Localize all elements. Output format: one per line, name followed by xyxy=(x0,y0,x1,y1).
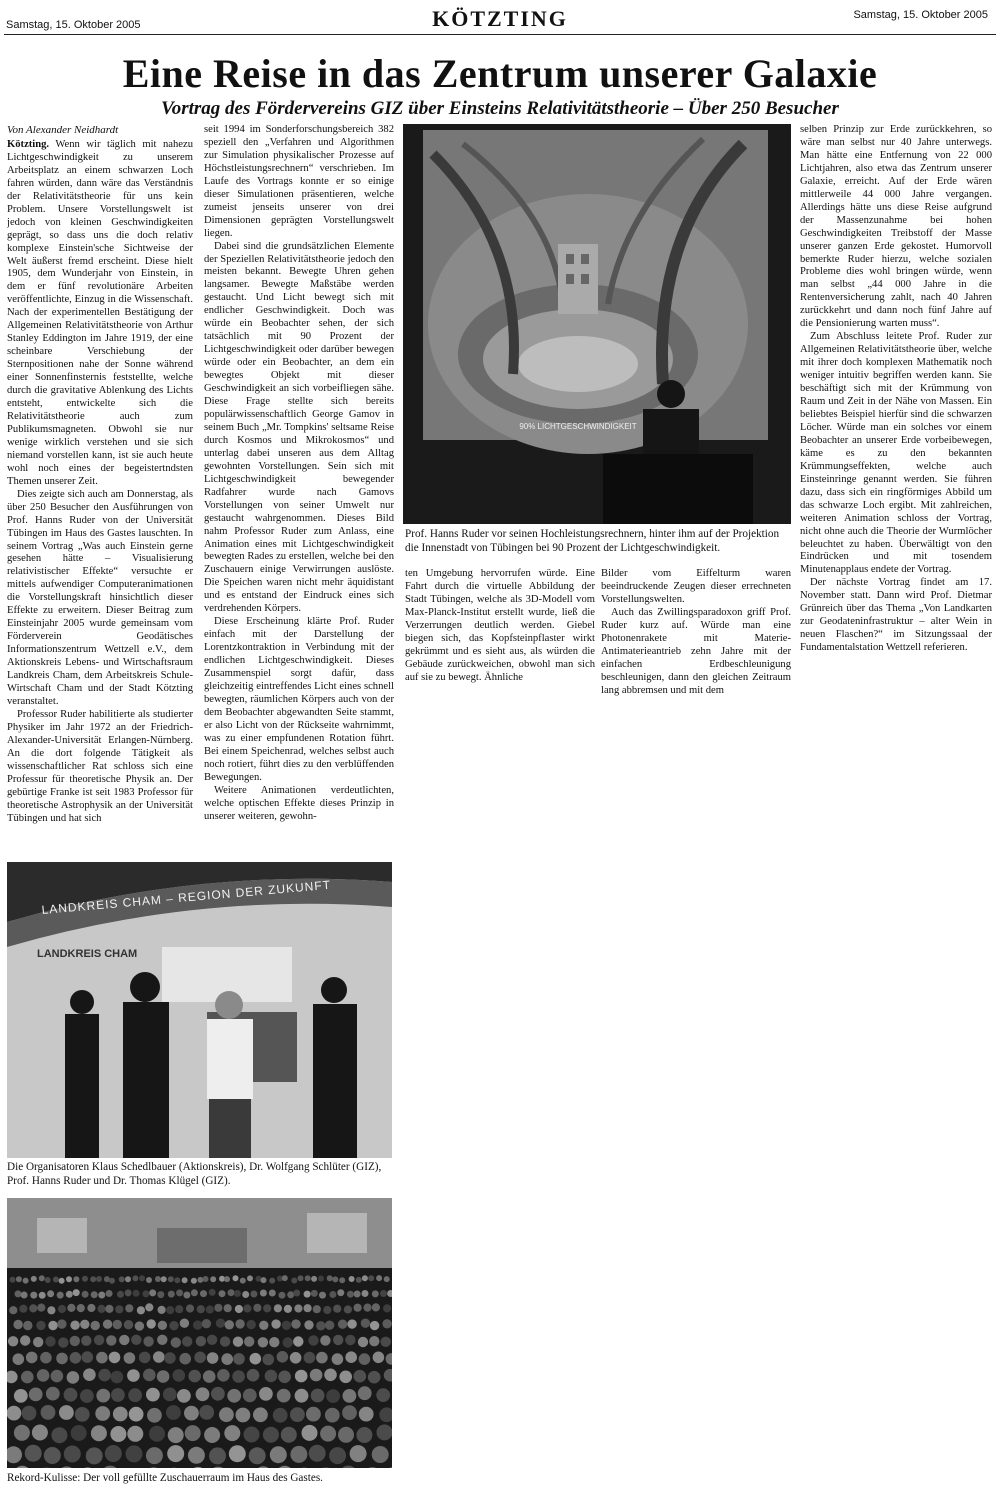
article-column-5 xyxy=(800,124,992,724)
paragraph: ten Umgebung hervorrufen würde. Eine Fahrt durch die virtuelle Abbildung der Stadt Tübingen, welche als 3D-Modell vom Max-Planck-Institut erstellt wurde, ließ die Verzerrungen deutlich werden. Giebel biegen sich, das Kopfsteinpflaster wirkt gekrümmt und es sieht aus, als würden die Gebäude zurückweichen, obwohl man sich auf sie zu bewegt. Ähnliche xyxy=(405,568,595,683)
header-date-right: Samstag, 15. Oktober 2005 xyxy=(853,9,988,21)
caption-audience: Rekord-Kulisse: Der voll gefüllte Zuschauerraum im Haus des Gastes. xyxy=(7,1472,323,1484)
header-date-left: Samstag, 15. Oktober 2005 xyxy=(6,19,141,31)
byline: Von Alexander Neidhardt xyxy=(7,124,119,136)
page-header xyxy=(0,0,1000,40)
caption-speakers: Die Organisatoren Klaus Schedlbauer (Aktionskreis), Dr. Wolfgang Schlüter (GIZ), Prof. Hanns Ruder und Dr. Thomas Klügel (GIZ). xyxy=(7,1161,382,1187)
article-column-3 xyxy=(405,568,595,718)
paragraph: Professor Ruder habilitierte als studierter Physiker im Jahr 1972 an der Friedrich-Alexander-Universität Erlangen-Nürnberg. An die dort folgende Tätigkeit als wissenschaftlicher Rat schloss sich eine Professur für theoretische Physik an. Der gebürtige Franke ist seit 1983 Professor für theoretische Astrophysik an der Universität Tübingen und hat sich xyxy=(7,708,193,824)
screen-label: 90% LICHTGESCHWINDIGKEIT xyxy=(519,422,637,431)
paragraph: seit 1994 im Sonderforschungsbereich 382 speziell den „Verfahren und Algorithmen zur Simulation physikalischer Prozesse auf Höchstleistungsrechnern“ verschrieben. Im Laufe des Vortrags konnte er so einige dieser Simulationen präsentieren, welche zumeist jenseits unserer von drei Dimensionen geprägten Vorstellungswelt liegen. xyxy=(204,124,394,239)
paragraph: Der nächste Vortrag findet am 17. November statt. Dann wird Prof. Dietmar Grünreich über das Thema „Von Landkarten zur Geodateninfrastruktur – alter Wein in neuen Flaschen?“ im Sitzungssaal der Fundamentalstation Wettzell referieren. xyxy=(800,577,992,654)
photo-projection xyxy=(403,124,791,524)
paragraph: Bilder vom Eiffelturm waren beeindruckende Zeugen dieser errechneten Vorstellungswelten. xyxy=(601,568,791,605)
dateline: Kötzting. xyxy=(7,138,50,150)
paragraph xyxy=(7,139,193,489)
article-column-4 xyxy=(601,568,791,718)
paragraph: Auch das Zwillingsparadoxon griff Prof. Ruder kurz auf. Würde man eine Photonenrakete mit Materie-Antimaterieantrieb zehn Jahre mit der einfachen Erdbeschleunigung beschleunigen, dann den gleichen Zeitraum lang abbremsen und mit dem xyxy=(601,606,791,696)
caption-projection: Prof. Hanns Ruder vor seinen Hochleistungsrechnern, hinter ihm auf der Projektion die Innenstadt von Tübingen bei 90 Prozent der Lichtgeschwindigkeit. xyxy=(405,528,780,554)
article-column-2 xyxy=(204,124,394,854)
logo-text: LANDKREIS CHAM xyxy=(37,948,138,960)
audience-illustration xyxy=(7,1198,392,1468)
paragraph: selben Prinzip zur Erde zurückkehren, so wäre man selbst nur 40 Jahre unterwegs. Man hätte eine Entfernung von 22 000 Lichtjahren, also etwa das Zentrum unserer Galaxie, erreicht. Auf der Erde wären mittlerweile 44 000 Jahre vergangen. Allerdings hätte uns diese Reise aufgrund der Massenzunahme bei hohen Geschwindigkeiten Treibstoff der Masse unserer ganzen Erde gekostet. Humorvoll bemerkte Ruder hierzu, welche sozialen Probleme dies wohl bringen würde, wenn man selbst „44 000 Jahre in die Rentenversicherung zahlt, nach 40 Jahren zurückkehrt und dann noch fünf Jahre auf die Pensionierung warten muss“. xyxy=(800,124,992,330)
banner-text: LANDKREIS CHAM – REGION DER ZUKUNFT xyxy=(41,877,332,917)
projection-illustration xyxy=(403,124,791,524)
paragraph: Weitere Animationen verdeutlichten, welche optischen Effekte dieses Prinzip in unserer weiteren, gewohn- xyxy=(204,784,394,822)
speakers-illustration xyxy=(7,862,392,1158)
paragraph: Dabei sind die grundsätzlichen Elemente der Speziellen Relativitätstheorie jedoch den meisten bekannt. Bewegte Uhren gehen langsamer. Bewegte Maßstäbe werden gestaucht. Und Licht bewegt sich mit endlicher Geschwindigkeit. Doch was würde ein Beobachter sehen, der sich tatsächlich mit 90 Prozent der Lichtgeschwindigkeit oder darüber bewegen würde oder ein Beobachter, an dem ein bewegtes Objekt mit dieser Geschwindigkeit an sich vorbeifliegen sähe. Diese Frage stellte sich bereits populärwissenschaftlich George Gamov in seinem Buch „Mr. Tompkins' seltsame Reise durch Kosmos und Mikrokosmos“ und unterlag dabei unseren aus dem Alltag gewohnten Vorstellungen. Sein sich mit Lichtgeschwindigkeit bewegender Radfahrer wurde nach Gamovs Vorstellungen von seiner Umwelt nur gestaucht wahrgenommen. Dieses Bild nahm Professor Ruder zum Anlass, eine Animation eines mit Lichtgeschwindigkeit bewegten Rades zu erstellen, welche bei den Zuschauern einige Verwirrungen auslöste. Die Speichen waren nicht mehr äquidistant und es entstand der Eindruck eines sich verdrehenden Körpers. xyxy=(204,240,394,615)
paragraph: Diese Erscheinung klärte Prof. Ruder einfach mit der Darstellung der Lorentzkontraktion in Verbindung mit der endlichen Lichtgeschwindigkeit. Dieses Zusammenspiel sorgt dafür, dass gleichzeitig eintreffendes Licht eines schnell bewegten, räumlichen Körpers auch von der dem Beobachter abgewandten Seite stammt, er also Licht von der Rückseite wahrnimmt, was zu einer empfundenen Rotation führt. Bei einem Speichenrad, welches selbst auch noch rotiert, führt dies zu den verblüffenden Bewegungen. xyxy=(204,616,394,783)
photo-audience xyxy=(7,1198,392,1468)
photo-speakers xyxy=(7,862,392,1158)
headline: Eine Reise in das Zentrum unserer Galaxie xyxy=(122,51,878,96)
header-rule xyxy=(4,34,996,35)
paragraph-text: Wenn wir täglich mit nahezu Lichtgeschwindigkeit zu unserem Arbeitsplatz an einem schwarzen Loch fahren würden, dann wäre das Verständnis der Relativitätstheorie für uns kein Problem. Unsere Vorstellungswelt ist jedoch von kleinen Geschwindigkeiten geprägt, so dass uns die doch relativ komplexe Einstein'sche Sichtweise der Welt äußerst fremd erscheint. Diese hielt 1905, dem Wunderjahr von Einstein, in dem er fünf revolutionäre Arbeiten veröffentlichte, Einzug in die Wissenschaft. Nach der experimentellen Bestätigung der Allgemeinen Relativitätstheorie von Arthur Stanley Eddington im Jahre 1919, der eine scheinbare Verschiebung der Sternpositionen nahe der Sonne während einer Sonnenfinsternis feststellte, welche durch die gravitative Ablenkung des Lichts entsteht, entwickelte sich die Relativitätstheorie auch zum Publikumsmagneten. Obwohl sie nur wenige wirklich verstehen und sie sich niemand vorstellen kann, ist sie auch heute wohl noch eines der begeistertndsten Themen unserer Zeit. xyxy=(7,138,193,487)
subheadline: Vortrag des Fördervereins GIZ über Einsteins Relativitätstheorie – Über 250 Besucher xyxy=(161,98,839,119)
paragraph: Dies zeigte sich auch am Donnerstag, als über 250 Besucher den Ausführungen von Prof. Hanns Ruder von der Universität Tübingen im Haus des Gastes lauschten. In seinem Vortrag „Was auch Einstein gerne gesehen hätte – Visualisierung relativistischer Effekte“ versuchte er mittels aufwendiger Computeranimationen die Vorstellungskraft hinsichtlich dieser Effekte zu erweitern. Dieser Beitrag zum Einsteinjahr 2005 wurde gemeinsam vom Förderverein Geodätisches Informationszentrum Wettzell e.V., dem Aktionskreis Lebens- und Wirtschaftsraum Landkreis Cham, dem Arbeitskreis Schule-Wirtschaft Cham und der Stadt Kötzting veranstaltet. xyxy=(7,488,193,707)
paragraph: Zum Abschluss leitete Prof. Ruder zur Allgemeinen Relativitätstheorie über, welche mit ihrer doch komplexen Mathematik noch weniger intuitiv begriffen werden kann. Sie beschäftigt sich mit der Krümmung von Raum und Zeit in der Nähe von Massen. Ein beliebtes Beispiel hierfür sind die schwarzen Löcher. Würde man ein solches vor einem Beobachter an unserer Erde vorbeibewegen, käme es zu den bekannten Krümmungseffekten, welche auch Einsteinringe genannt werden. Sie führen dazu, dass sich ein ringförmiges Abbild um das schwarze Loch ergibt. Mit zahlreichen, weiteren Animation schloss der Vortrag, nicht ohne auch die Theorie der Wurmlöcher beleuchtet zu haben. Überwältigt von den Eindrücken und mit tosendem Minutenapplaus endete der Vortrag. xyxy=(800,331,992,576)
section-title: KÖTZTING xyxy=(432,6,568,31)
article-column-1 xyxy=(7,124,193,854)
